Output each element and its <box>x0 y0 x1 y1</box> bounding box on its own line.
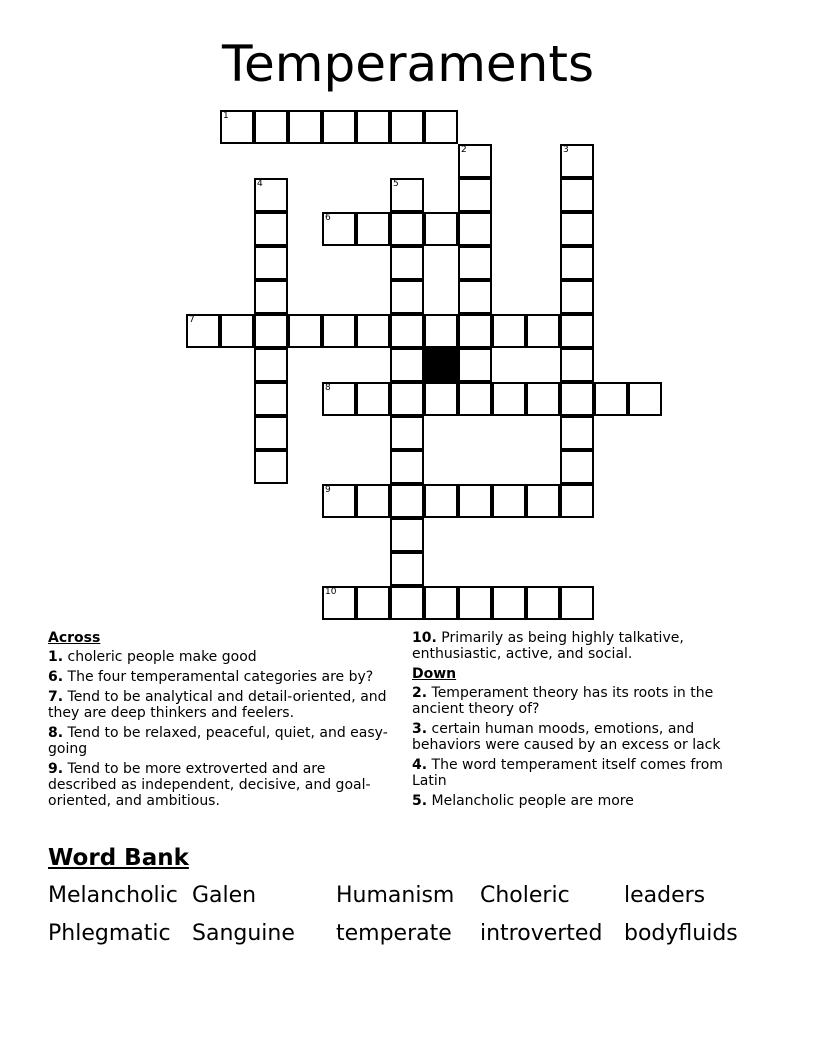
grid-cell[interactable] <box>424 212 458 246</box>
grid-cell[interactable] <box>526 382 560 416</box>
clue-number: 10 <box>325 587 337 597</box>
down-heading: Down <box>412 666 457 682</box>
grid-cell[interactable] <box>254 212 288 246</box>
word-bank-title: Word Bank <box>48 845 189 871</box>
clue-across-7: 7. Tend to be analytical and detail-oriented, and they are deep thinkers and feelers. <box>48 689 387 721</box>
grid-cell[interactable] <box>492 314 526 348</box>
grid-cell[interactable] <box>560 450 594 484</box>
clue-number: 1 <box>223 111 229 121</box>
grid-cell[interactable] <box>322 484 356 518</box>
word-bank-item: temperate <box>336 921 452 946</box>
across-clues <box>48 630 388 813</box>
grid-cell[interactable] <box>390 484 424 518</box>
across-heading: Across <box>48 630 101 646</box>
clue-across-9: 9. Tend to be more extroverted and are described as independent, decisive, and goal-oriented, and ambitious. <box>48 761 371 809</box>
grid-cell[interactable] <box>424 484 458 518</box>
grid-cell[interactable] <box>356 484 390 518</box>
grid-cell[interactable] <box>288 110 322 144</box>
clue-number: 4 <box>257 179 263 189</box>
grid-cell[interactable] <box>458 212 492 246</box>
grid-cell[interactable] <box>254 382 288 416</box>
word-bank-item: Melancholic <box>48 883 178 908</box>
grid-cell[interactable] <box>560 416 594 450</box>
grid-cell[interactable] <box>254 450 288 484</box>
grid-cell[interactable] <box>458 246 492 280</box>
grid-cell[interactable] <box>390 382 424 416</box>
grid-cell[interactable] <box>390 518 424 552</box>
grid-cell[interactable] <box>560 246 594 280</box>
word-bank-item: bodyfluids <box>624 921 738 946</box>
clue-number: 2 <box>461 145 467 155</box>
grid-cell[interactable] <box>186 314 220 348</box>
grid-cell[interactable] <box>254 314 288 348</box>
grid-cell[interactable] <box>628 382 662 416</box>
grid-cell[interactable] <box>322 110 356 144</box>
page-title: Temperaments <box>221 35 595 93</box>
clue-number: 6 <box>325 213 331 223</box>
clue-number: 9 <box>325 485 331 495</box>
grid-cell[interactable] <box>254 348 288 382</box>
grid-cell[interactable] <box>254 280 288 314</box>
grid-cell[interactable] <box>322 586 356 620</box>
grid-cell[interactable] <box>254 178 288 212</box>
grid-cell[interactable] <box>356 586 390 620</box>
grid-cell[interactable] <box>424 314 458 348</box>
grid-cell[interactable] <box>254 246 288 280</box>
grid-cell[interactable] <box>322 314 356 348</box>
grid-cell[interactable] <box>458 382 492 416</box>
word-bank-item: Galen <box>192 883 257 908</box>
grid-cell[interactable] <box>288 314 322 348</box>
down-clues <box>412 630 757 813</box>
grid-cell[interactable] <box>356 110 390 144</box>
grid-cell[interactable] <box>560 348 594 382</box>
word-bank-item: Humanism <box>336 883 455 908</box>
grid-cell[interactable] <box>424 110 458 144</box>
grid-cell[interactable] <box>560 144 594 178</box>
grid-cell[interactable] <box>560 382 594 416</box>
grid-cell[interactable] <box>390 348 424 382</box>
word-bank-item: introverted <box>480 921 603 946</box>
grid-cell[interactable] <box>458 144 492 178</box>
clue-across-1: 1. choleric people make good <box>48 649 257 665</box>
clue-down-5: 5. Melancholic people are more <box>412 793 634 809</box>
grid-cell[interactable] <box>390 246 424 280</box>
clue-number: 5 <box>393 179 399 189</box>
grid-cell[interactable] <box>458 314 492 348</box>
grid-cell[interactable] <box>560 314 594 348</box>
clue-across-8: 8. Tend to be relaxed, peaceful, quiet, and easy-going <box>48 725 388 757</box>
clue-down-3: 3. certain human moods, emotions, and behaviors were caused by an excess or lack <box>412 721 721 753</box>
grid-cell[interactable] <box>458 280 492 314</box>
grid-cell[interactable] <box>220 314 254 348</box>
grid-cell[interactable] <box>390 212 424 246</box>
grid-cell[interactable] <box>390 552 424 586</box>
grid-cell[interactable] <box>458 348 492 382</box>
grid-cell[interactable] <box>594 382 628 416</box>
grid-cell[interactable] <box>424 382 458 416</box>
clue-across-6: 6. The four temperamental categories are by? <box>48 669 374 685</box>
grid-cell[interactable] <box>458 484 492 518</box>
grid-cell[interactable] <box>390 416 424 450</box>
grid-cell[interactable] <box>390 178 424 212</box>
grid-cell[interactable] <box>390 586 424 620</box>
grid-cell[interactable] <box>458 178 492 212</box>
clue-down-4: 4. The word temperament itself comes from Latin <box>412 757 723 789</box>
grid-cell[interactable] <box>390 450 424 484</box>
grid-cell[interactable] <box>356 382 390 416</box>
grid-cell[interactable] <box>254 110 288 144</box>
grid-cell[interactable] <box>356 212 390 246</box>
grid-cell[interactable] <box>322 382 356 416</box>
clue-number: 8 <box>325 383 331 393</box>
word-bank-item: Phlegmatic <box>48 921 171 946</box>
grid-cell[interactable] <box>560 178 594 212</box>
grid-cell[interactable] <box>424 586 458 620</box>
grid-cell[interactable] <box>526 484 560 518</box>
grid-cell[interactable] <box>492 382 526 416</box>
grid-cell[interactable] <box>458 586 492 620</box>
grid-cell[interactable] <box>560 586 594 620</box>
word-bank-item: Choleric <box>480 883 570 908</box>
grid-cell[interactable] <box>560 280 594 314</box>
grid-cell[interactable] <box>254 416 288 450</box>
grid-cell[interactable] <box>322 212 356 246</box>
grid-cell[interactable] <box>492 586 526 620</box>
grid-cell[interactable] <box>220 110 254 144</box>
grid-cell[interactable] <box>526 586 560 620</box>
grid-black-cell <box>424 348 458 382</box>
clue-across-10: 10. Primarily as being highly talkative, enthusiastic, active, and social. <box>412 630 684 662</box>
grid-cell[interactable] <box>356 314 390 348</box>
word-bank-item: leaders <box>624 883 706 908</box>
grid-cell[interactable] <box>390 314 424 348</box>
grid-cell[interactable] <box>560 212 594 246</box>
grid-cell[interactable] <box>526 314 560 348</box>
clue-number: 7 <box>189 315 195 325</box>
grid-cell[interactable] <box>560 484 594 518</box>
clue-number: 3 <box>563 145 569 155</box>
grid-cell[interactable] <box>390 110 424 144</box>
clue-down-2: 2. Temperament theory has its roots in the ancient theory of? <box>412 685 714 717</box>
grid-cell[interactable] <box>390 280 424 314</box>
word-bank-item: Sanguine <box>192 921 295 946</box>
grid-cell[interactable] <box>492 484 526 518</box>
